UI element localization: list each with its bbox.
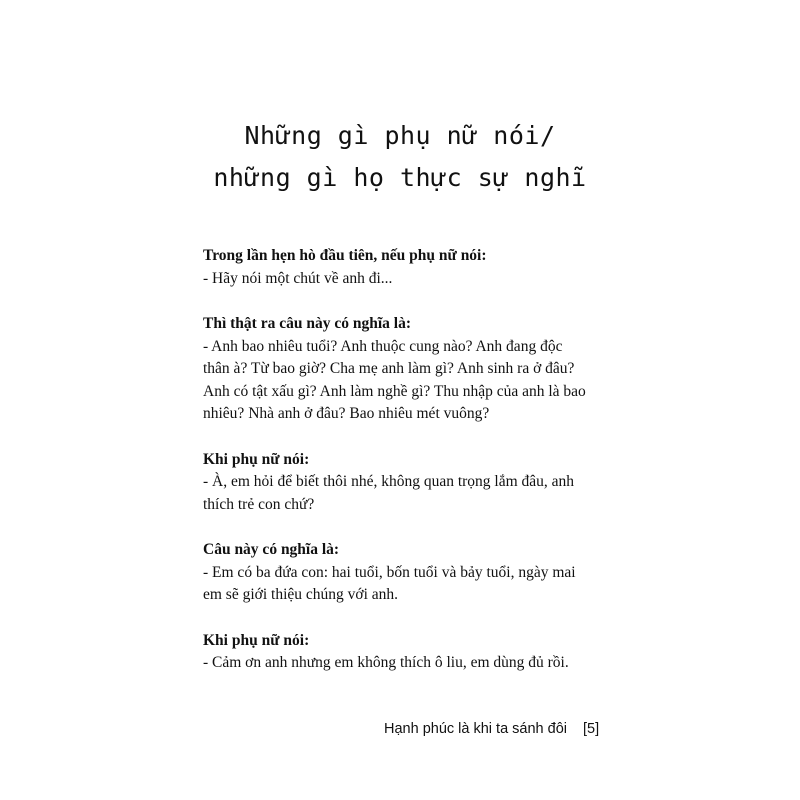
dialogue-section bbox=[203, 313, 623, 426]
dialogue-section bbox=[203, 449, 623, 517]
page-body bbox=[203, 245, 623, 698]
section-line: Anh có tật xấu gì? Anh làm nghề gì? Thu nhập của anh là bao bbox=[203, 382, 586, 400]
section-line: nhiêu? Nhà anh ở đâu? Bao nhiêu mét vuông? bbox=[203, 405, 490, 422]
section-line: thân à? Từ bao giờ? Cha mẹ anh làm gì? Anh sinh ra ở đâu? bbox=[203, 360, 575, 377]
section-heading: Khi phụ nữ nói: bbox=[203, 631, 310, 649]
section-heading: Câu này có nghĩa là: bbox=[203, 541, 340, 558]
section-heading: Khi phụ nữ nói: bbox=[203, 450, 310, 468]
section-line: - Cảm ơn anh nhưng em không thích ô liu, em dùng đủ rồi. bbox=[203, 654, 569, 671]
section-line: em sẽ giới thiệu chúng với anh. bbox=[203, 586, 399, 603]
section-line: thích trẻ con chứ? bbox=[203, 495, 315, 513]
chapter-title-line-1: Những gì phụ nữ nói/ bbox=[244, 121, 556, 150]
section-line: - Anh bao nhiêu tuổi? Anh thuộc cung nào? Anh đang độc bbox=[203, 337, 563, 355]
chapter-title-line-2: những gì họ thực sự nghĩ bbox=[213, 163, 587, 192]
page-number: [5] bbox=[583, 721, 600, 737]
dialogue-section bbox=[203, 245, 623, 290]
section-line: - À, em hỏi để biết thôi nhé, không quan trọng lắm đâu, anh bbox=[203, 473, 575, 490]
section-heading: Thì thật ra câu này có nghĩa là: bbox=[203, 315, 411, 332]
chapter-title bbox=[200, 115, 600, 199]
section-line: - Em có ba đứa con: hai tuổi, bốn tuổi và bảy tuổi, ngày mai bbox=[203, 563, 576, 581]
section-heading: Trong lần hẹn hò đầu tiên, nếu phụ nữ nói: bbox=[203, 247, 487, 264]
dialogue-section bbox=[203, 630, 623, 675]
running-footer bbox=[384, 721, 599, 737]
book-title: Hạnh phúc là khi ta sánh đôi bbox=[384, 721, 567, 737]
section-line: - Hãy nói một chút về anh đi... bbox=[203, 269, 393, 287]
dialogue-section bbox=[203, 539, 623, 607]
